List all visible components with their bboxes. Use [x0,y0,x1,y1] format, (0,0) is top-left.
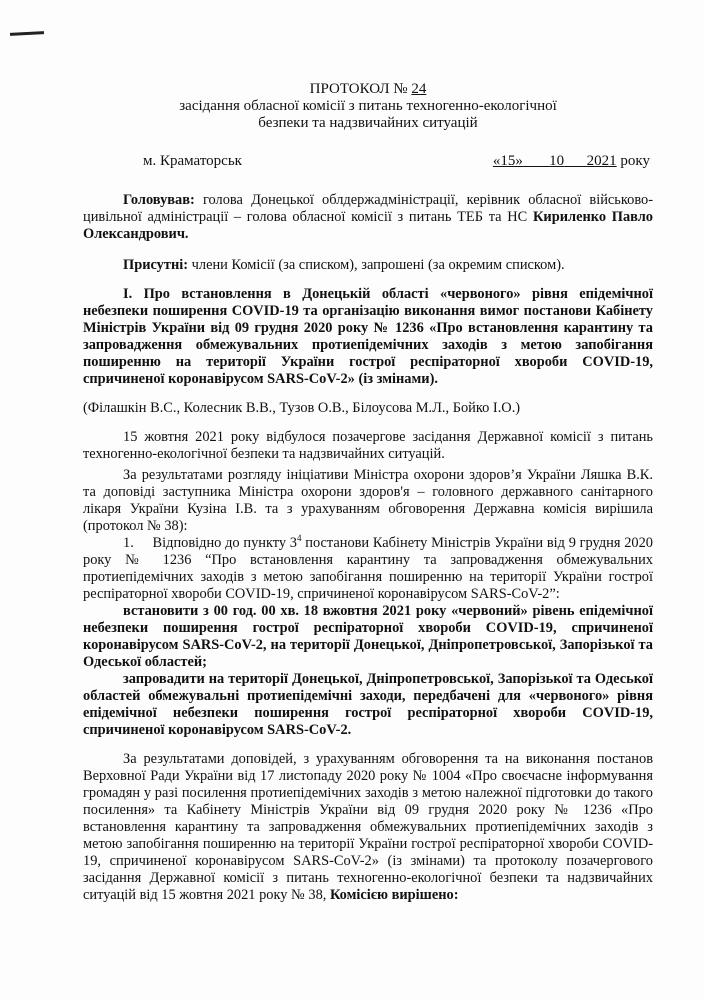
protocol-subtitle-1: засідання обласної комісії з питань техногенно-екологічної [179,98,557,114]
document-page [83,80,653,904]
chair-paragraph: Головував: голова Донецької облдержадміністрації, керівник обласної військово-цивільної адміністрації – голова обласної комісії з питань ТЕБ та НС Кириленко Павло Олександрович. [83,192,653,242]
chair-name: Кириленко Павло Олександрович. [83,209,653,242]
protocol-title: ПРОТОКОЛ № 24 [309,81,427,97]
protocol-number: 24 [411,81,427,97]
place: м. Краматорськ [143,153,242,169]
date: «15» 10 2021 року [492,153,650,169]
protocol-subtitle-2: безпеки та надзвичайних ситуацій [258,115,478,131]
present-label: Присутні: [123,257,189,273]
chair-label: Головував: [123,192,195,208]
decision-label: Комісією вирішено: [329,887,459,903]
present-paragraph: Присутні: члени Комісії (за списком), запрошені (за окремим списком). [123,257,565,273]
pen-mark [10,31,44,36]
paragraph-2: За результатами розгляду ініціативи Міністра охорони здоров’я України Ляшка В.К. та доповіді заступника Міністра охорони здоров'я – головного державного санітарного лікаря України Кузіна І.В. та з урахуванням обговорення Державна комісія вирішила (протокол № 38): [83,467,653,534]
paragraph-1: 15 жовтня 2021 року відбулося позачергове засідання Державної комісії з питань техногенно-екологічної безпеки та надзвичайних ситуацій. [83,429,653,462]
paragraph-6: За результатами доповідей, з урахуванням обговорення та на виконання постанов Верховної Ради України від 17 листопаду 2020 року № 1004 «Про своєчасне інформування громадян у разі посилення протиепідемічних заходів з метою належної підготовки до такого посилення» та Кабінету Міністрів України від 09 грудня 2020 року № 1236 «Про встановлення карантину та запровадження обмежувальних протиепідемічних заходів з метою запобігання поширенню на території України гострої респіраторної хвороби COVID-19, спричиненої коронавірусом SARS-CoV-2» (із змінами) та протоколу позачергового засідання Державної комісії з питань техногенно-екологічної безпеки та надзвичайних ситуацій від 15 жовтня 2021 року № 38, Комісією вирішено: [83,751,653,903]
paragraph-5: запровадити на території Донецької, Дніпропетровської, Запорізької та Одеської областей обмежувальні протиепідемічні заходи, передбачені для «червоного» рівня епідемічної небезпеки поширення гострої респіраторної хвороби COVID-19, спричиненої коронавірусом SARS-CoV-2. [83,671,653,738]
paragraph-4: встановити з 00 год. 00 хв. 18 вжовтня 2021 року «червоний» рівень епідемічної небезпеки поширення гострої респіраторної хвороби COVID-19, спричиненої коронавірусом SARS-CoV-2, на території Донецької, Дніпропетровської, Запорізької та Одеської областей; [83,603,653,670]
place-date-line [83,153,653,170]
speakers: (Філашкін В.С., Колесник В.В., Тузов О.В., Білоусова М.Л., Бойко І.О.) [83,400,521,416]
section-heading: І. Про встановлення в Донецькій області «червоного» рівня епідемічної небезпеки поширення COVID-19 та організацію виконання вимог постанови Кабінету Міністрів України від 09 грудня 2020 року № 1236 «Про встановлення карантину та запровадження обмежувальних протиепідемічних заходів з метою запобігання поширенню на території України гострої респіраторної хвороби COVID-19, спричиненої коронавірусом SARS-CoV-2» (із змінами). [83,286,653,387]
paragraph-3: 1. Відповідно до пункту $3^4$ постанови Кабінету Міністрів України від 9 грудня 2020 року № 1236 “Про встановлення карантину та запровадження обмежувальних протиепідемічних заходів з метою запобігання поширенню на території України гострої респіраторної хвороби COVID-19, спричиненої коронавірусом SARS-CoV-2”: [83,533,653,602]
